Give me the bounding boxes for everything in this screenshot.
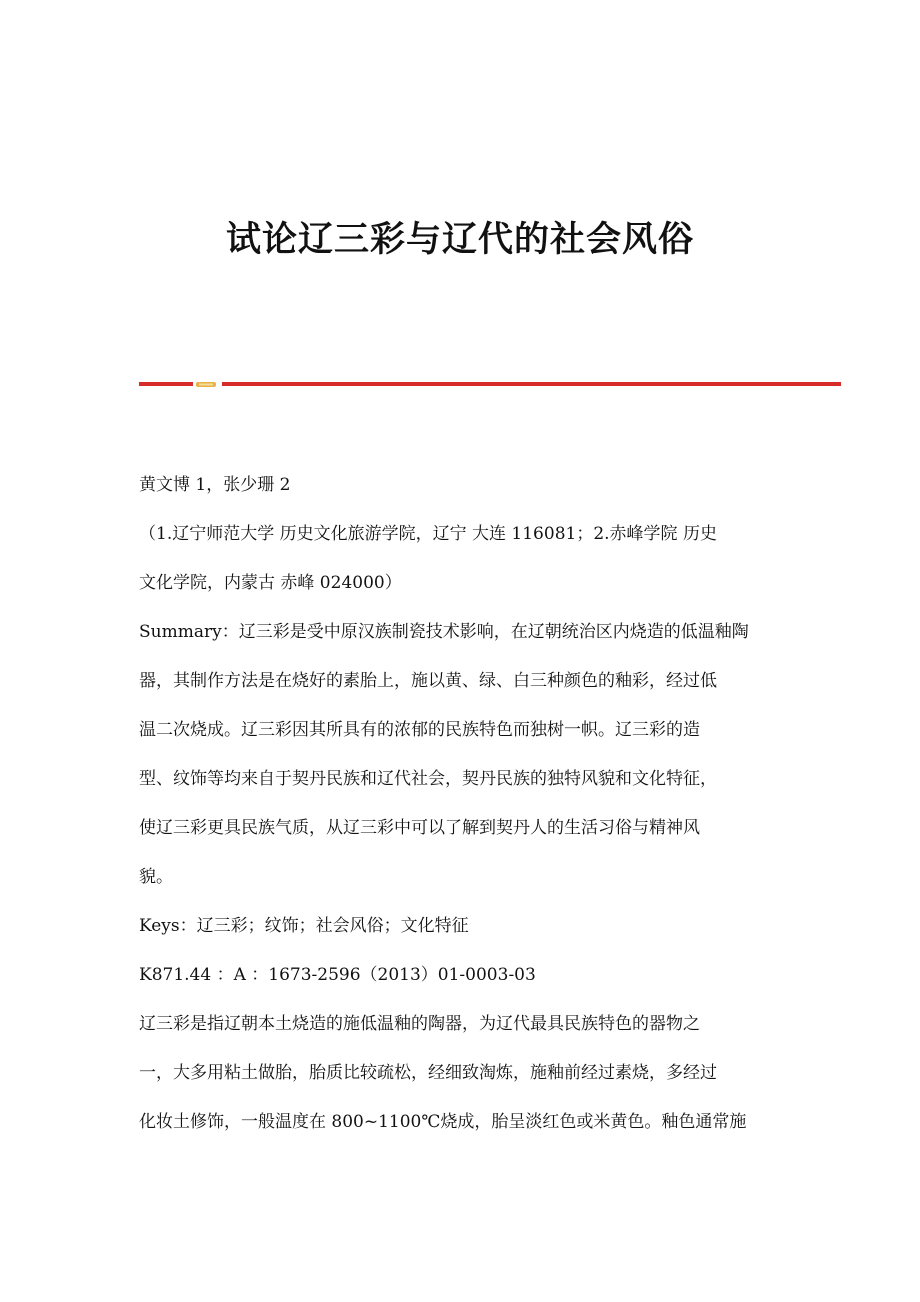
summary-line-3: 温二次烧成。辽三彩因其所具有的浓郁的民族特色而独树一帜。辽三彩的造: [139, 720, 700, 740]
paper-body: [139, 461, 779, 1147]
authors: 黄文博 1，张少珊 2: [139, 475, 291, 495]
summary-line-6: 貌。: [139, 867, 173, 887]
summary-line-4: 型、纹饰等均来自于契丹民族和辽代社会，契丹民族的独特风貌和文化特征，: [139, 769, 717, 789]
summary-line-5: 使辽三彩更具民族气质，从辽三彩中可以了解到契丹人的生活习俗与精神风: [139, 818, 700, 838]
keywords: Keys：辽三彩；纹饰；社会风俗；文化特征: [139, 916, 469, 936]
divider-ornament-icon: [196, 381, 216, 388]
intro-line-3: 化妆土修饰，一般温度在 800~1100℃烧成，胎呈淡红色或米黄色。釉色通常施: [139, 1112, 747, 1132]
divider-bar-left: [139, 382, 193, 386]
divider-bar-right: [222, 382, 841, 386]
affiliation-line-1: （1.辽宁师范大学 历史文化旅游学院，辽宁 大连 116081；2.赤峰学院 历史: [139, 524, 717, 544]
affiliation-line-2: 文化学院，内蒙古 赤峰 024000）: [139, 573, 402, 593]
title-divider: [139, 378, 841, 390]
intro-line-2: 一，大多用粘土做胎，胎质比较疏松，经细致淘炼，施釉前经过素烧，多经过: [139, 1063, 717, 1083]
summary-line-1: Summary：辽三彩是受中原汉族制瓷技术影响，在辽朝统治区内烧造的低温釉陶: [139, 622, 749, 642]
classification-codes: K871.44 ：A ：1673-2596（2013）01-0003-03: [139, 965, 536, 985]
summary-line-2: 器，其制作方法是在烧好的素胎上，施以黄、绿、白三种颜色的釉彩，经过低: [139, 671, 717, 691]
paper-title: 试论辽三彩与辽代的社会风俗: [225, 219, 694, 260]
intro-line-1: 辽三彩是指辽朝本土烧造的施低温釉的陶器，为辽代最具民族特色的器物之: [139, 1014, 700, 1034]
